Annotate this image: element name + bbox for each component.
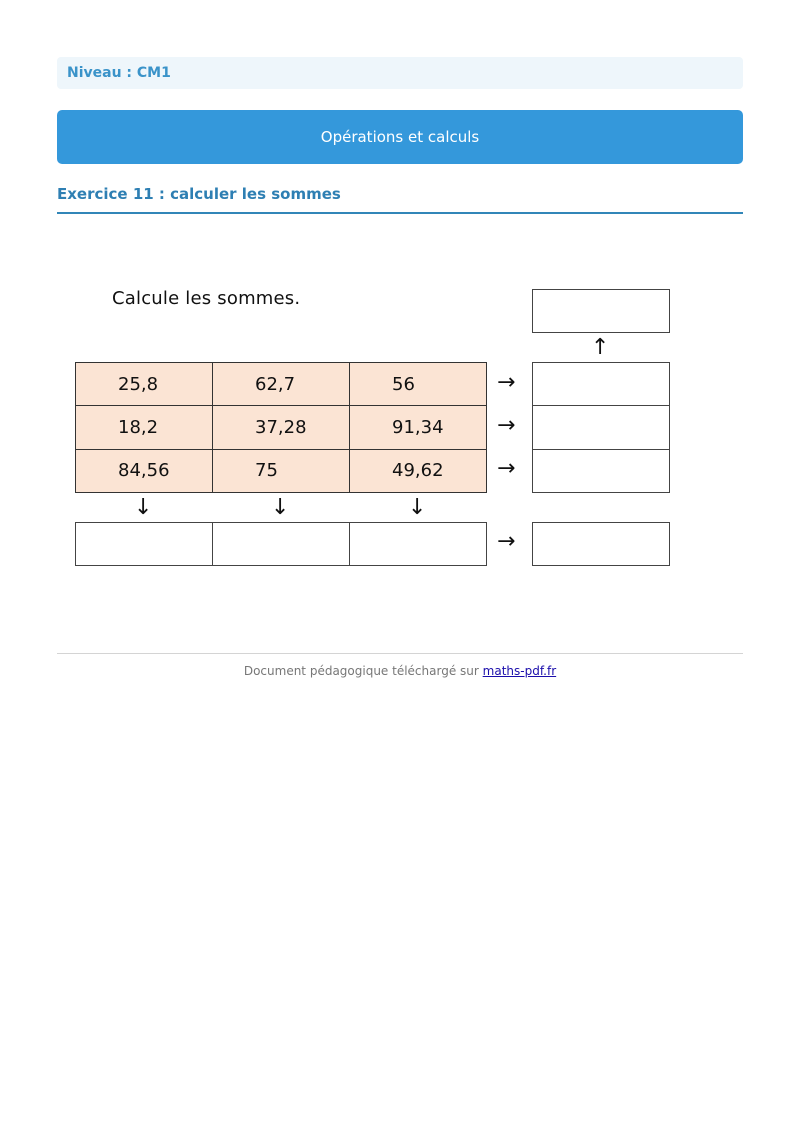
up-arrow-icon: ↑ [591,335,610,360]
right-arrow-icon: → [497,413,516,438]
right-arrow-icon: → [497,529,516,554]
column-total-box[interactable] [75,522,213,566]
down-arrow-icon: ↓ [134,495,153,520]
grid-cell: 62,7 [213,363,350,406]
down-arrow-icon: ↓ [271,495,290,520]
grid-cell: 25,8 [76,363,213,406]
grid-row [76,363,487,406]
numbers-grid [75,362,487,493]
grid-cell: 18,2 [76,406,213,449]
section-banner: Opérations et calculs [57,110,743,164]
column-total-box[interactable] [212,522,350,566]
footer-divider [57,653,743,654]
row-total-box[interactable] [532,449,670,493]
footer-link[interactable]: maths-pdf.fr [482,664,557,678]
level-label: Niveau : CM1 [57,57,743,89]
row-total-box[interactable] [532,362,670,406]
instruction-text: Calcule les sommes. [112,288,301,309]
grid-cell: 84,56 [76,449,213,492]
final-total-box[interactable] [532,522,670,566]
row-total-box[interactable] [532,405,670,450]
grid-row [76,449,487,492]
exercise-title: Exercice 11 : calculer les sommes [57,185,743,214]
grand-total-box[interactable] [532,289,670,333]
grid-row [76,406,487,449]
down-arrow-icon: ↓ [408,495,427,520]
grid-cell: 91,34 [350,406,487,449]
right-arrow-icon: → [497,370,516,395]
right-arrow-icon: → [497,456,516,481]
grid-cell: 37,28 [213,406,350,449]
footer-text: Document pédagogique téléchargé sur [243,664,479,678]
footer [0,664,800,678]
grid-cell: 75 [213,449,350,492]
column-total-box[interactable] [349,522,487,566]
grid-cell: 49,62 [350,449,487,492]
grid-cell: 56 [350,363,487,406]
